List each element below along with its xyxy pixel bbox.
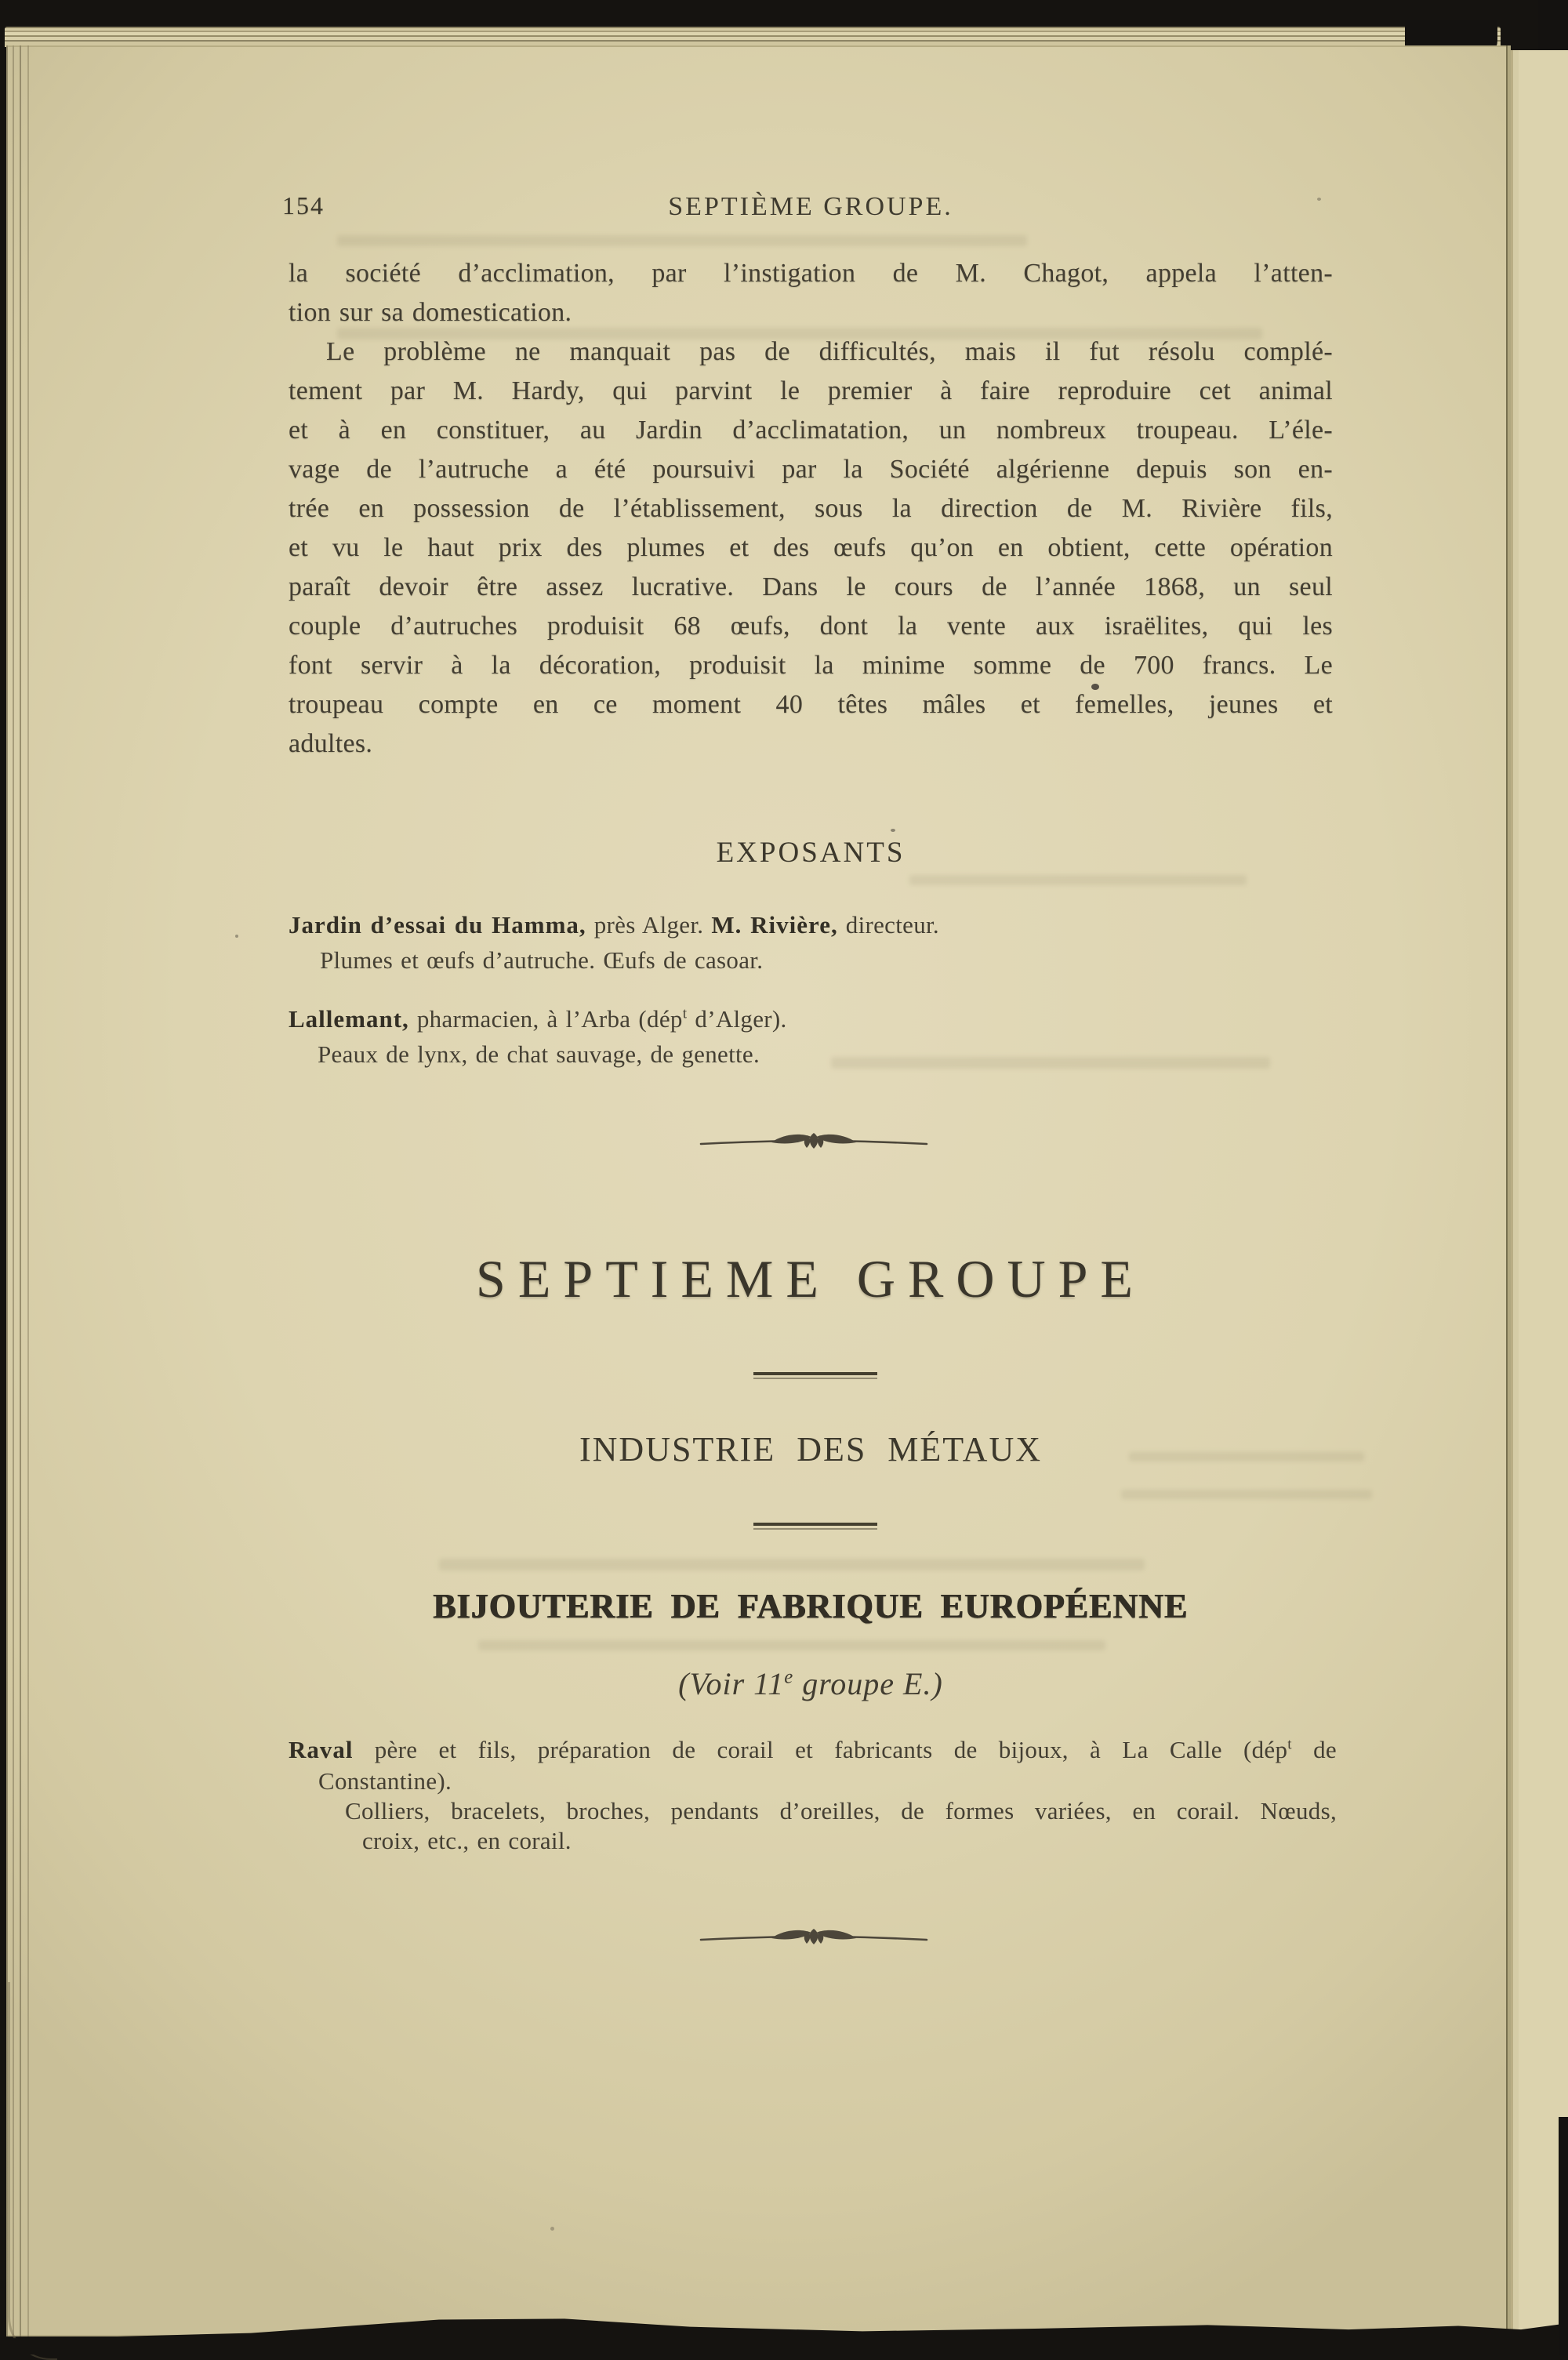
- page-curl-lines: [8, 1982, 57, 2360]
- category-heading: BIJOUTERIE DE FABRIQUE EUROPÉENNE: [433, 1587, 1189, 1625]
- text-line: trée en possession de l’établissement, sous la direction de M. Rivière fils,: [289, 494, 1333, 523]
- exhibitor-entry: Raval père et fils, préparation de corail et fabricants de bijoux, à La Calle (dép$^t$ de: [289, 1736, 1337, 1763]
- text-line: Constantine).: [318, 1767, 452, 1795]
- ink-speck: [891, 829, 895, 832]
- scan-shadow-bottom-right: [1559, 2117, 1568, 2355]
- ink-speck: [550, 2227, 554, 2231]
- exhibit-detail: Plumes et œufs d’autruche. Œufs de casoar.: [320, 946, 764, 974]
- adjacent-page-edge: [1508, 50, 1568, 2344]
- running-title: SEPTIÈME GROUPE.: [668, 192, 953, 221]
- exhibit-detail: Colliers, bracelets, broches, pendants d’oreilles, de formes variées, en corail. Nœuds,: [345, 1797, 1337, 1824]
- text-line: et à en constituer, au Jardin d’acclimatation, un nombreux troupeau. L’éle-: [289, 416, 1333, 445]
- page-edge-stack-top: [5, 27, 1501, 47]
- text-line: et vu le haut prix des plumes et des œufs qu’on en obtient, cette opération: [289, 533, 1333, 562]
- section-title: SEPTIEME GROUPE: [476, 1249, 1145, 1309]
- section-rule: [753, 1523, 877, 1530]
- text-line: couple d’autruches produisit 68 œufs, dont la vente aux israëlites, qui les: [289, 612, 1333, 641]
- exhibitor-name: Jardin d’essai du Hamma,: [289, 911, 586, 939]
- text-line: vage de l’autruche a été poursuivi par la Société algérienne depuis son en-: [289, 455, 1333, 484]
- text-line: la société d’acclimation, par l’instigation de M. Chagot, appela l’atten-: [289, 259, 1333, 288]
- page-number: 154: [282, 191, 325, 220]
- divider-ornament: [696, 1127, 931, 1158]
- text-line: tion sur sa domestication.: [289, 298, 572, 327]
- text-line: font servir à la décoration, produisit la minime somme de 700 francs. Le: [289, 651, 1333, 680]
- section-rule: [753, 1372, 877, 1379]
- director-name: M. Rivière,: [711, 911, 838, 939]
- show-through-smudge: [439, 1559, 1145, 1570]
- ink-speck: [235, 935, 238, 938]
- divider-ornament: [696, 1922, 931, 1954]
- show-through-smudge: [1121, 1490, 1372, 1499]
- exhibit-detail: Peaux de lynx, de chat sauvage, de genette.: [318, 1040, 760, 1068]
- exhibitor-entry: Lallemant, pharmacien, à l’Arba (dép$^t$ d’Alger).: [289, 1005, 787, 1033]
- exposants-heading: EXPOSANTS: [716, 837, 906, 869]
- text-line: troupeau compte en ce moment 40 têtes mâles et femelles, jeunes et: [289, 690, 1333, 719]
- text-line: Le problème ne manquait pas de difficultés, mais il fut résolu complé-: [326, 337, 1333, 366]
- show-through-smudge: [337, 235, 1027, 246]
- cross-reference-note: (Voir 11e groupe E.): [678, 1666, 943, 1701]
- exhibitor-name: Raval: [289, 1736, 354, 1763]
- text-line: tement par M. Hardy, qui parvint le premier à faire reproduire cet animal: [289, 376, 1333, 405]
- exhibit-detail: croix, etc., en corail.: [362, 1827, 572, 1854]
- section-subtitle: INDUSTRIE DES MÉTAUX: [579, 1430, 1042, 1469]
- text-line: paraît devoir être assez lucrative. Dans le cours de l’année 1868, un seul: [289, 572, 1333, 601]
- exhibitor-name: Lallemant,: [289, 1005, 409, 1033]
- show-through-smudge: [478, 1640, 1105, 1650]
- show-through-smudge: [909, 875, 1247, 885]
- exhibitor-entry: Jardin d’essai du Hamma, près Alger. M. Rivière, directeur.: [289, 911, 939, 939]
- text-line: adultes.: [289, 729, 373, 758]
